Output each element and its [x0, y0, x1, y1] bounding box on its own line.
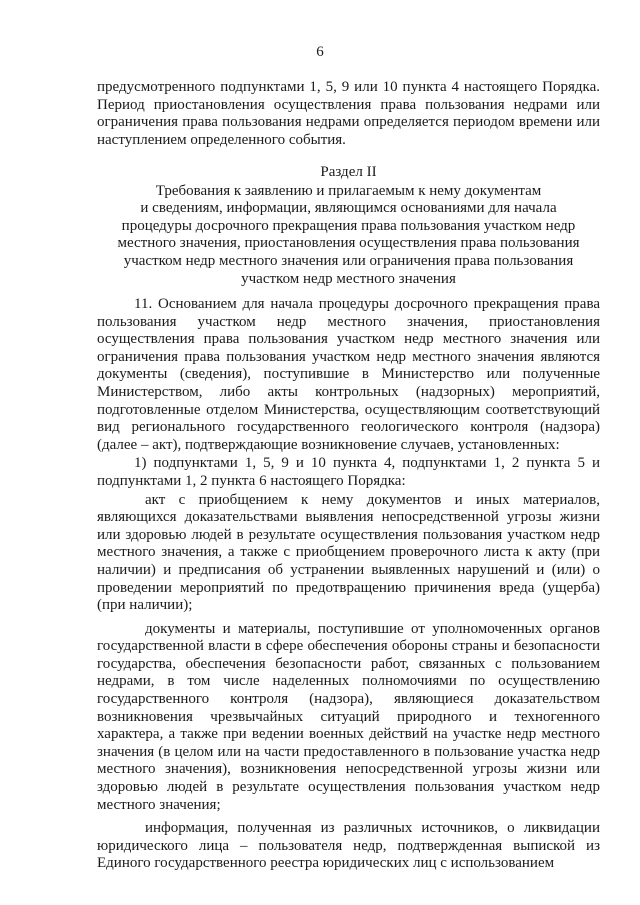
page-number: 6 — [316, 44, 324, 60]
section-subtitle-line: процедуры досрочного прекращения права пользования участком недр — [121, 217, 576, 234]
subitem-1: 1) подпунктами 1, 5, 9 и 10 пункта 4, подпунктами 1, 2 пункта 5 и подпунктами 1, 2 пункта 6 настоящего Порядка: — [97, 455, 600, 489]
section-heading — [97, 164, 600, 288]
intro-block — [97, 79, 600, 149]
section-body — [97, 296, 600, 874]
section-title: Раздел II — [320, 164, 377, 180]
intro-paragraph: предусмотренного подпунктами 1, 5, 9 или 10 пункта 4 настоящего Порядка. Период приостановления осуществления права пользования недрами или ограничения права пользования недрами определяется периодом времени или наступлением определенного события. — [97, 79, 600, 148]
section-subtitle-line: участком недр местного значения или ограничения права пользования — [123, 252, 574, 269]
paragraph-act: акт с приобщением к нему документов и иных материалов, являющихся доказательствами выявления непосредственной угрозы жизни или здоровью людей в результате осуществления пользования участком недр местного значения, а также с приобщением проверочного листа к акту (при наличии) и предписания об устранении выявленных нарушений и (или) о проведении мероприятий по предотвращению причинения вреда (ущерба) (при наличии); — [97, 491, 600, 614]
paragraph-information: информация, полученная из различных источников, о ликвидации юридического лица – пользователя недр, подтвержденная выпиской из Единого государственного реестра юридических лиц с использованием — [97, 820, 600, 872]
paragraph-11: 11. Основанием для начала процедуры досрочного прекращения права пользования участком недр местного значения, приостановления осуществления права пользования участком недр местного значения или ограничения права пользования участком недр местного значения являются документы (сведения), поступившие в Министерство или полученные Министерством, либо акты контрольных (надзорных) мероприятий, подготовленные отделом Министерства, осуществляющим соответствующий вид регионального государственного геологического контроля (надзора) (далее – акт), подтверждающие возникновение случаев, установленных: — [97, 296, 600, 453]
paragraph-documents: документы и материалы, поступившие от уполномоченных органов государственной власти в сфере обеспечения обороны страны и безопасности государства, обеспечения безопасности работ, связанных с пользованием недрами, в том числе наделенных полномочиями по осуществлению государственного контроля (надзора), являющиеся доказательством возникновения чрезвычайных ситуаций природного и техногенного характера, а также при ведении военных действий на участке недр местного значения (в целом или на части предоставленного в пользование участка недр местного значения), возникновения непосредственной угрозы жизни или здоровью людей в результате осуществления пользования участком недр местного значения; — [97, 620, 600, 813]
section-subtitle-line: и сведениям, информации, являющимся основаниями для начала — [140, 200, 557, 217]
section-subtitle-line: участком недр местного значения — [241, 270, 456, 287]
section-subtitle-line: местного значения, приостановления осуществления права пользования — [117, 235, 580, 252]
section-subtitle-line: Требования к заявлению и прилагаемым к нему документам — [155, 182, 542, 199]
